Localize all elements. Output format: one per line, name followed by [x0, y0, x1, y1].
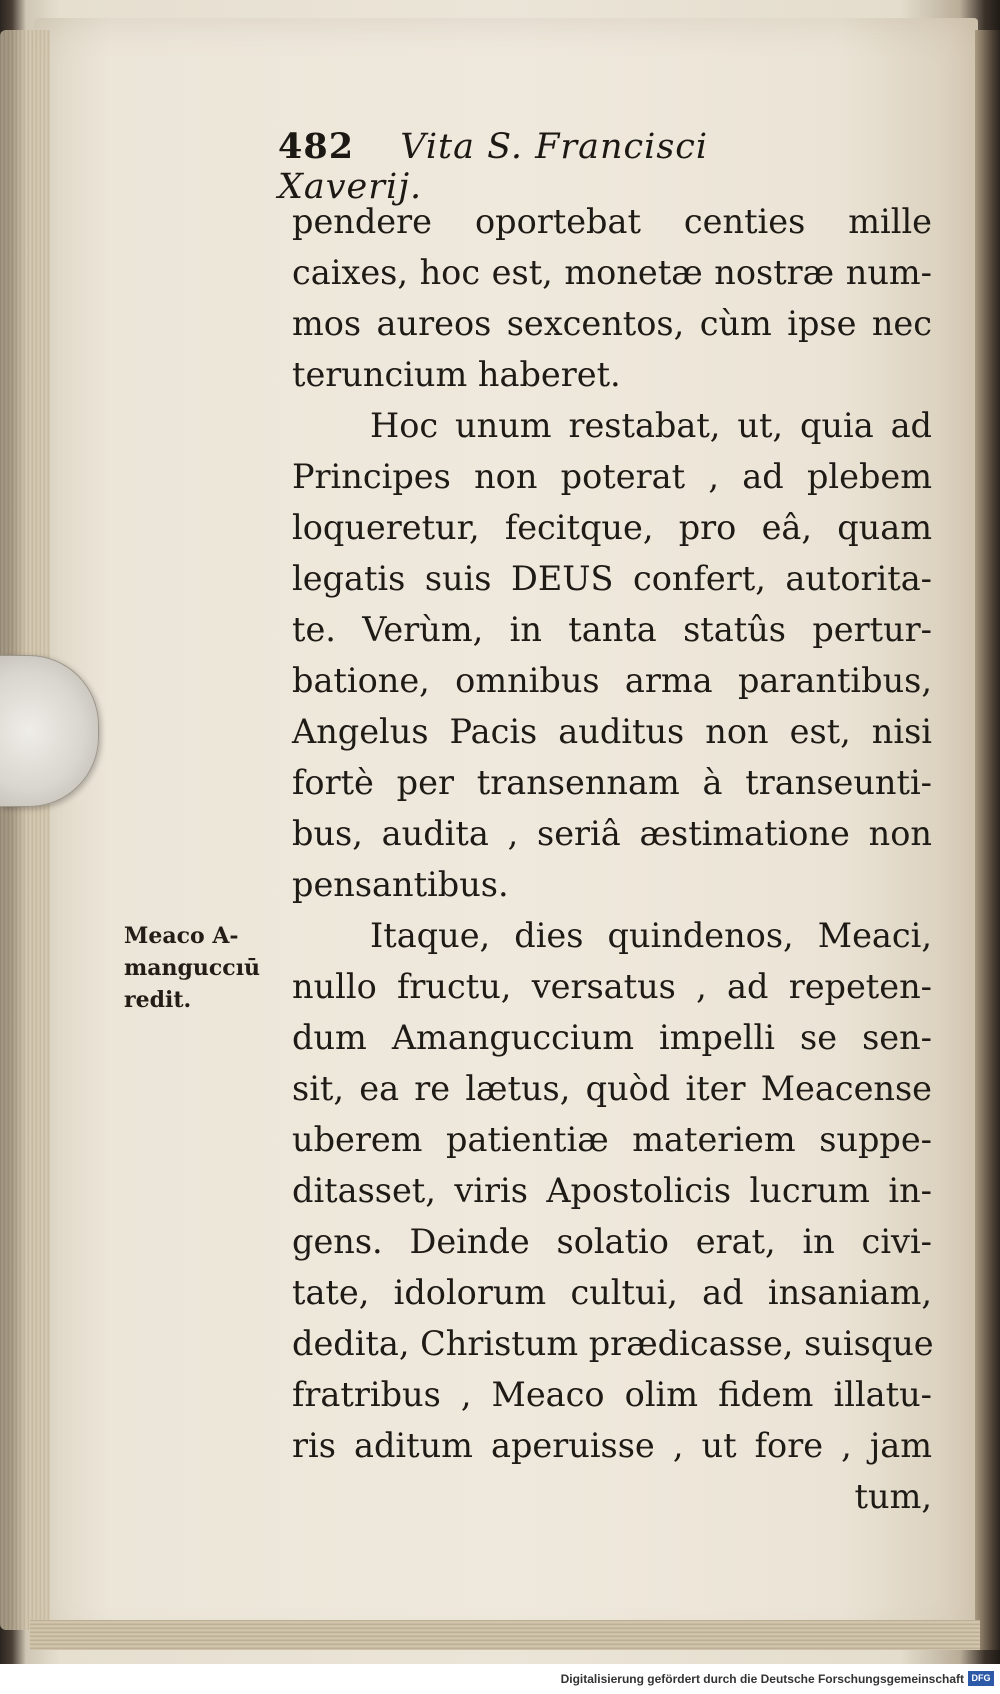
text-line: sit, ea re lætus, quòd iter Meacense: [292, 1069, 932, 1108]
page-number: 482: [278, 126, 355, 167]
text-line: Angelus Pacis auditus non est, nisi: [292, 712, 932, 751]
text-line: fortè per transennam à transeunti-: [292, 763, 932, 802]
page-stack-right: [975, 30, 1000, 1650]
text-line: Hoc unum restabat, ut, quia ad: [370, 406, 932, 445]
text-line: tum,: [854, 1477, 932, 1516]
text-line: te. Verùm, in tanta statûs pertur-: [292, 610, 932, 649]
text-line: pensantibus.: [292, 865, 509, 904]
text-line: legatis suis DEUS confert, autorita-: [292, 559, 932, 598]
dfg-logo: DFG: [968, 1671, 994, 1686]
marginal-note-line: Meaco A-: [124, 923, 239, 949]
text-line: batione, omnibus arma parantibus,: [292, 661, 932, 700]
text-line: tate, idolorum cultui, ad insaniam,: [292, 1273, 932, 1312]
text-line: Itaque, dies quindenos, Meaci,: [370, 916, 932, 955]
text-line: Principes non poterat , ad plebem: [292, 457, 932, 496]
text-line: fratribus , Meaco olim fidem illatu-: [292, 1375, 932, 1414]
page-stack-bottom: [30, 1620, 980, 1650]
page-stack-left: [0, 30, 50, 1630]
page-header: [278, 126, 858, 207]
text-line: gens. Deinde solatio erat, in civi-: [292, 1222, 932, 1261]
text-line: dedita, Christum prædicasse, suisque: [292, 1324, 934, 1363]
footer-credit: Digitalisierung gefördert durch die Deutsche Forschungsgemeinschaft: [560, 1672, 964, 1686]
text-line: nullo fructu, versatus , ad repeten-: [292, 967, 932, 1006]
text-line: uberem patientiæ materiem suppe-: [292, 1120, 932, 1159]
text-line: pendere oportebat centies mille: [292, 202, 932, 241]
text-line: loqueretur, fecitque, pro eâ, quam: [292, 508, 932, 547]
text-line: teruncium haberet.: [292, 355, 621, 394]
text-line: mos aureos sexcentos, cùm ipse nec: [292, 304, 932, 343]
text-line: bus, audita , seriâ æstimatione non: [292, 814, 932, 853]
marginal-note-line: manguccıū: [124, 955, 261, 981]
marginal-note: [124, 920, 274, 1016]
body-text: [292, 196, 932, 1522]
text-line: dum Amanguccium impelli se sen-: [292, 1018, 932, 1057]
marginal-note-line: redit.: [124, 987, 192, 1013]
text-line: caixes, hoc est, monetæ nostræ num-: [292, 253, 932, 292]
footer-bar: [0, 1664, 1000, 1694]
text-line: ditasset, viris Apostolicis lucrum in-: [292, 1171, 932, 1210]
text-line: ris aditum aperuisse , ut fore , jam: [292, 1426, 932, 1465]
running-title: Vita S. Francisci Xaverij.: [278, 127, 709, 207]
